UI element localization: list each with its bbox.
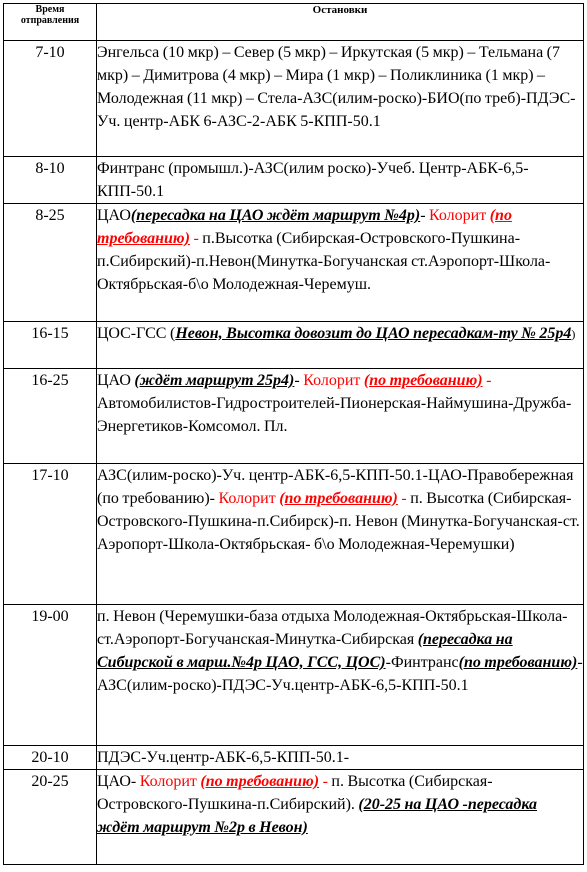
stops-text: ПДЭС-Уч.центр-АБК-6,5-КПП-50.1- [97, 749, 350, 766]
table-row [4, 157, 584, 204]
stops-cell [97, 369, 584, 464]
departure-time-header-line1: Время [35, 4, 65, 15]
transfer-note: Невон, Высотка довозит до ЦАО пересадкам-ту № 25р4 [175, 325, 572, 342]
separator-text-red: - [322, 773, 328, 790]
stop-text: ЦАО [97, 207, 131, 224]
table-row [4, 464, 584, 605]
stops-text: п. Невон (Черемушки-база отдыха Молодежная-Октябрьская-Школа-ст.Аэропорт-Богучанская-Минутка-Сибирская [97, 608, 568, 648]
stops-text: Автомобилистов-Гидростроителей-Пионерская-Наймушина-Дружба-Энергетиков-Комсомол. Пл. [97, 395, 572, 435]
separator-text-red: - [486, 372, 492, 389]
stops-text: -Финтранс [385, 654, 459, 671]
table-row [4, 746, 584, 770]
stops-header: Остановки [97, 4, 584, 41]
stops-text: п.Высотка (Сибирская-Островского-Пушкина-п.Сибирский)-п.Невон(Минутка-Богучанская ст.Аэропорт-Школа-Октябрьская-б\о Молодежная-Черемуш. [97, 230, 551, 293]
stops-cell [97, 770, 584, 865]
stops-cell [97, 746, 584, 770]
stop-text: ЦОС-ГСС ( [97, 325, 176, 342]
separator-text: - [420, 207, 426, 224]
departure-time-header [4, 4, 97, 41]
departure-time-cell: 20-10 [4, 746, 97, 770]
stops-cell [97, 605, 584, 746]
transfer-note: (пересадка на ЦАО ждёт маршрут №4р) [130, 207, 421, 224]
table-header-row [4, 4, 584, 41]
bus-schedule-table [3, 3, 584, 865]
stops-text: Финтранс (промышл.)-АЗС(илим роско)-Учеб. Центр-АБК-6,5-КПП-50.1 [97, 160, 529, 200]
transfer-note: (20-25 на ЦАО -пересадка ждёт маршрут №2р в Невон) [97, 796, 538, 836]
stop-text: ЦАО [97, 372, 131, 389]
on-request-note: (по требованию) [200, 773, 320, 790]
table-row [4, 204, 584, 322]
transfer-note: (ждёт маршрут 25р4) [134, 372, 295, 389]
table-row [4, 770, 584, 865]
closing-paren: ) [571, 327, 576, 341]
departure-time-cell: 19-00 [4, 605, 97, 746]
stops-cell [97, 322, 584, 369]
on-request-note: (по требованию) [279, 490, 398, 507]
stops-cell [97, 464, 584, 605]
table-row [4, 605, 584, 746]
departure-time-cell: 16-25 [4, 369, 97, 464]
table-row [4, 369, 584, 464]
separator-text-red: - [193, 230, 199, 247]
separator-text: - [294, 372, 300, 389]
separator-text-red: - [401, 490, 407, 507]
departure-time-cell: 8-25 [4, 204, 97, 322]
transfer-note: (пересадка на Сибирской в марш.№4р ЦАО, ГСС, ЦОС) [97, 631, 513, 671]
departure-time-header-line2: отправления [20, 15, 80, 26]
kolorit-stop: Колорит [303, 372, 361, 389]
on-request-note: (по требованию) [458, 654, 578, 671]
stops-text: п. Высотка (Сибирская-Островского-Пушкина-п.Сибирский). [97, 773, 493, 813]
departure-time-cell: 7-10 [4, 41, 97, 157]
table-row [4, 322, 584, 369]
stops-text: АЗС(илим-роско)-Уч. центр-АБК-6,5-КПП-50.1-ЦАО-Правобережная (по требованию)- [97, 467, 574, 507]
on-request-note: (по требованию) [97, 207, 512, 247]
stops-text: -АЗС(илим-роско)-ПДЭС-Уч.центр-АБК-6,5-КПП-50.1 [97, 654, 583, 694]
on-request-note: (по требованию) [363, 372, 483, 389]
stop-text: ЦАО- [97, 773, 137, 790]
departure-time-cell: 16-15 [4, 322, 97, 369]
stops-text: Энгельса (10 мкр) – Север (5 мкр) – Иркутская (5 мкр) – Тельмана (7 мкр) – Димитрова (4 мкр) – Мира (1 мкр) – Поликлиника (1 мкр) – Молодежная (11 мкр) – Стела-АЗС(илим-роско)-БИО(по треб)-ПДЭС-Уч. центр-АБК 6-АЗС-2-АБК 5-КПП-50.1 [97, 44, 576, 130]
kolorit-stop: Колорит [139, 773, 197, 790]
kolorit-stop: Колорит [429, 207, 487, 224]
departure-time-cell: 17-10 [4, 464, 97, 605]
stops-cell [97, 41, 584, 157]
stops-cell [97, 157, 584, 204]
stops-cell [97, 204, 584, 322]
table-row [4, 41, 584, 157]
kolorit-stop: Колорит [218, 490, 276, 507]
departure-time-cell: 20-25 [4, 770, 97, 865]
departure-time-cell: 8-10 [4, 157, 97, 204]
stops-text: п. Высотка (Сибирская-Островского-Пушкина-п.Сибирск)-п. Невон (Минутка-Богучанская-ст. Аэропорт-Школа-Октябрьская- б\о Молодежная-Черемушки) [97, 490, 580, 553]
